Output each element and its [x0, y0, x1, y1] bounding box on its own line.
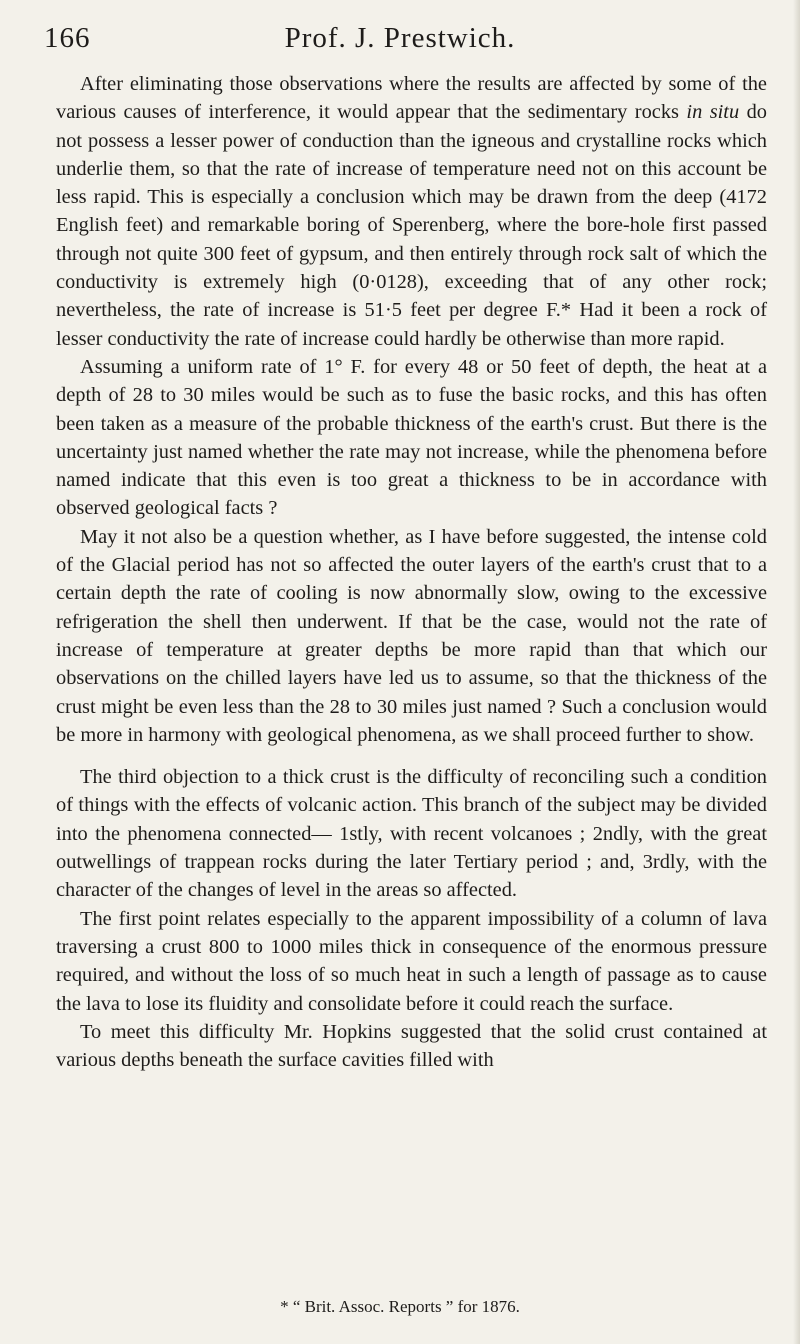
page-edge-shadow [793, 0, 800, 1344]
body-text [56, 70, 767, 1074]
paragraph-1 [56, 70, 767, 353]
paragraph-4: The third objection to a thick crust is the difficulty of reconciling such a condition of things with the effects of volcanic action. This branch of the subject may be divided into the phenomena connected— 1stly, with recent volcanoes ; 2ndly, with the great outwellings of trappean rocks during the later Tertiary period ; and, 3rdly, with the character of the changes of level in the areas so affected. [56, 766, 767, 902]
paragraph-5: The first point relates especially to the apparent impossibility of a column of lava traversing a crust 800 to 1000 miles thick in consequence of the enormous pressure required, and without the loss of so much heat in such a length of passage as to cause the lava to lose its fluidity and consolidate before it could reach the surface. [56, 907, 767, 1015]
footnote: * “ Brit. Assoc. Reports ” for 1876. [280, 1297, 520, 1316]
page-number: 166 [44, 22, 91, 54]
page-header [44, 22, 756, 62]
paragraph-1-part-b: do not possess a lesser power of conduction than the igneous and crystalline rocks which underlie them, so that the rate of increase of temperature need not on this account be less rapid. This is especially a conclusion which may be drawn from the deep (4172 English feet) and remarkable boring of Sperenberg, where the bore-hole first passed through not quite 300 feet of gypsum, and then entirely through rock salt of which the conductivity is extremely high (0·0128), exceeding that of any other rock; nevertheless, the rate of increase is 51·5 feet per degree F.* Had it been a rock of lesser conductivity the rate of increase could hardly be otherwise than more rapid. [56, 101, 767, 350]
paragraph-2: Assuming a uniform rate of 1° F. for every 48 or 50 feet of depth, the heat at a depth of 28 to 30 miles would be such as to fuse the basic rocks, and this has often been taken as a measure of the probable thickness of the earth's crust. But there is the uncertainty just named whether the rate may not increase, while the phenomena before named indicate that this even is too great a thickness to be in accordance with observed geological facts ? [56, 355, 767, 520]
italic-in-situ: in situ [686, 101, 740, 124]
paragraph-6: To meet this difficulty Mr. Hopkins suggested that the solid crust contained at various depths beneath the surface cavities filled with [56, 1020, 767, 1072]
running-head: Prof. J. Prestwich. [284, 22, 516, 54]
paragraph-3: May it not also be a question whether, as I have before suggested, the intense cold of the Glacial period has not so affected the outer layers of the earth's crust that to a certain depth the rate of cooling is now abnormally slow, owing to the excessive refrigeration the shell then underwent. If that be the case, would not the rate of increase of temperature at greater depths be more rapid than that which our observations on the chilled layers have led us to assume, so that the thickness of the crust might be even less than the 28 to 30 miles just named ? Such a conclusion would be more in harmony with geological phenomena, as we shall proceed further to show. [56, 525, 767, 746]
paragraph-1-part-a: After eliminating those observations where the results are affected by some of the various causes of interference, it would appear that the sedimentary rocks [56, 73, 767, 124]
